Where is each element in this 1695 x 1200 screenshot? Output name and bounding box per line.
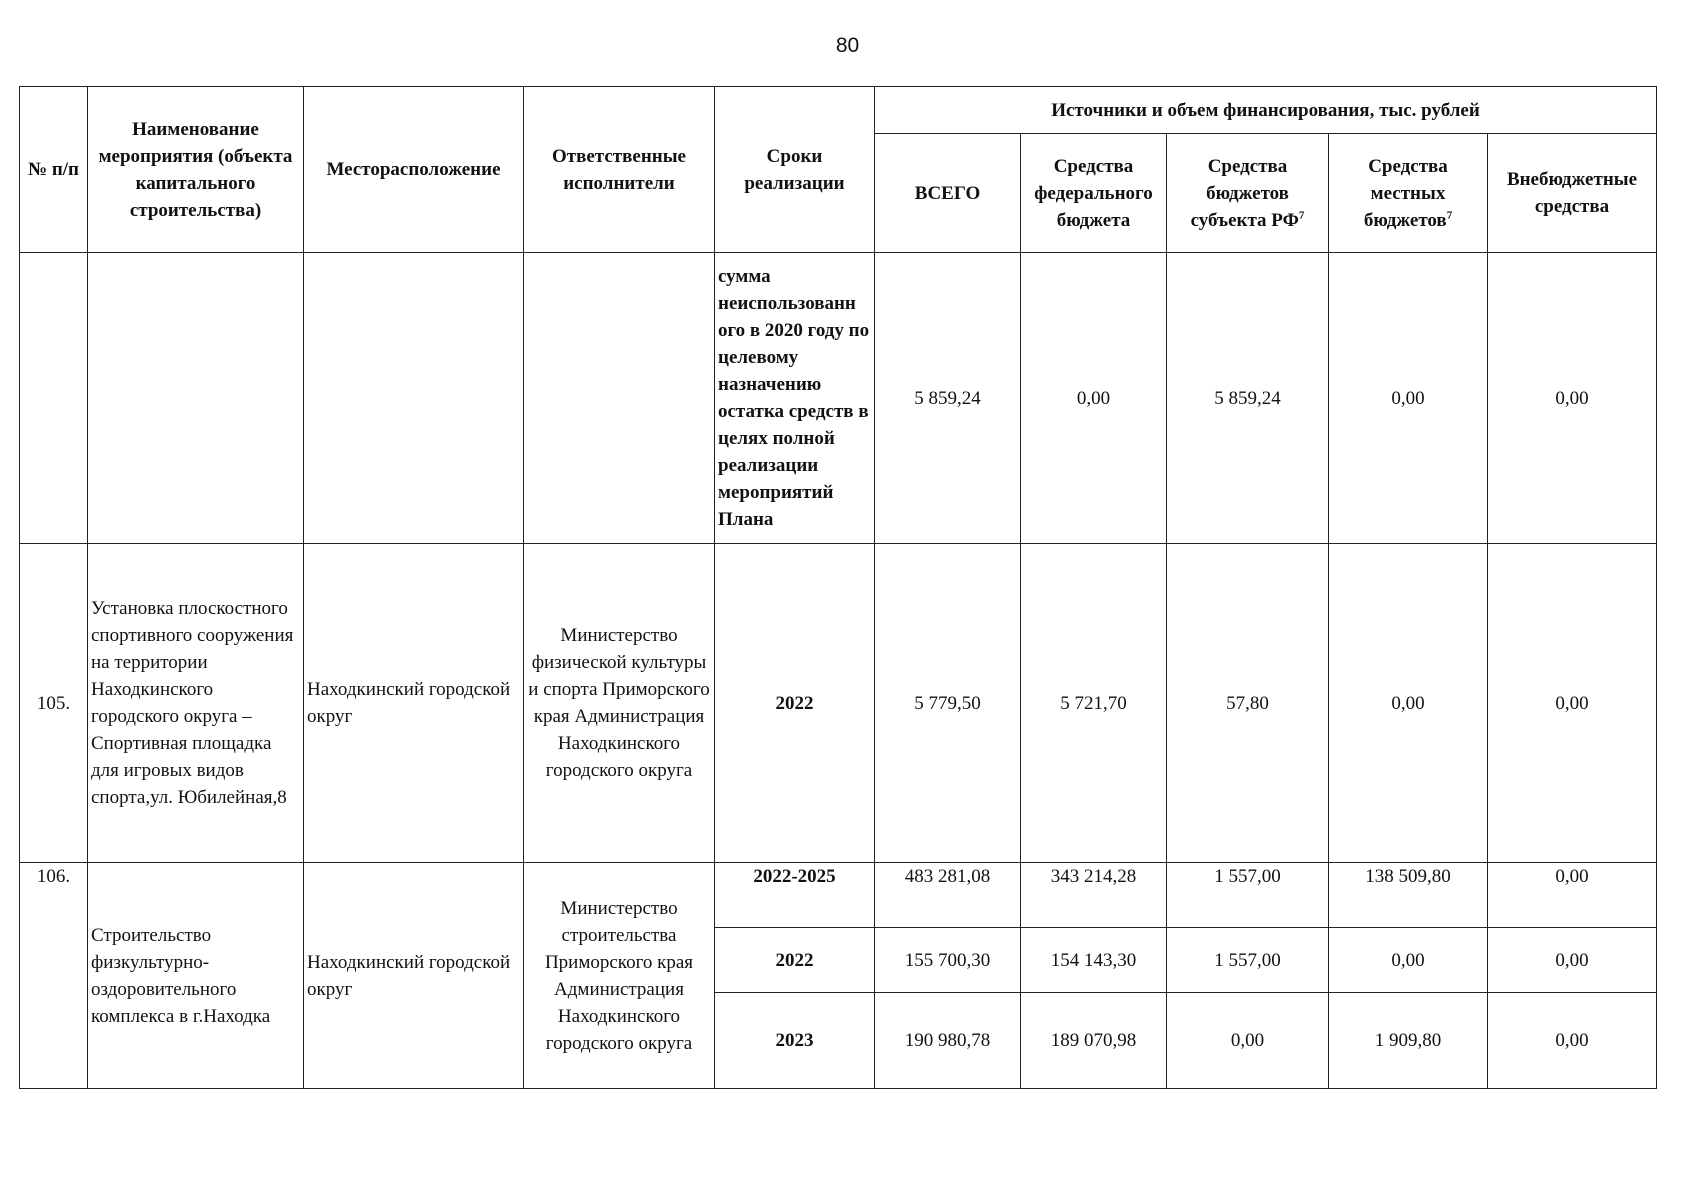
table-row (20, 544, 1657, 863)
cell-total: 190 980,78 (875, 993, 1021, 1089)
cell-extra: 0,00 (1488, 544, 1657, 863)
cell-period: 2022-2025 (715, 863, 875, 928)
cell-federal: 189 070,98 (1021, 993, 1167, 1089)
header-period: Сроки реализации (715, 87, 875, 253)
cell-total: 483 281,08 (875, 863, 1021, 928)
footnote-ref: 7 (1298, 209, 1305, 222)
cell-total: 5 859,24 (875, 253, 1021, 544)
header-regional (1167, 134, 1329, 253)
cell-num: 106. (20, 863, 88, 1089)
table-row (20, 253, 1657, 544)
cell-period: 2022 (715, 544, 875, 863)
cell-federal: 0,00 (1021, 253, 1167, 544)
cell-num (20, 253, 88, 544)
cell-local: 0,00 (1329, 544, 1488, 863)
header-funding-group: Источники и объем финансирования, тыс. рублей (875, 87, 1657, 134)
cell-total: 155 700,30 (875, 928, 1021, 993)
header-regional-text: Средства бюджетов субъекта РФ (1190, 155, 1299, 231)
page-number: 80 (835, 34, 860, 57)
cell-name: Строительство физкультурно-оздоровительного комплекса в г.Находка (88, 863, 304, 1089)
header-row-top (20, 87, 1657, 134)
cell-name (88, 253, 304, 544)
header-local (1329, 134, 1488, 253)
cell-federal: 343 214,28 (1021, 863, 1167, 928)
cell-extra: 0,00 (1488, 863, 1657, 928)
cell-local: 1 909,80 (1329, 993, 1488, 1089)
cell-extra: 0,00 (1488, 928, 1657, 993)
cell-extra: 0,00 (1488, 993, 1657, 1089)
cell-local: 0,00 (1329, 928, 1488, 993)
footnote-ref: 7 (1446, 209, 1453, 222)
cell-regional: 1 557,00 (1167, 928, 1329, 993)
header-responsible: Ответственные исполнители (524, 87, 715, 253)
financing-table (19, 86, 1657, 1089)
header-name: Наименование мероприятия (объекта капитального строительства) (88, 87, 304, 253)
cell-period: 2023 (715, 993, 875, 1089)
cell-regional: 0,00 (1167, 993, 1329, 1089)
cell-regional: 57,80 (1167, 544, 1329, 863)
header-extra: Внебюджетные средства (1488, 134, 1657, 253)
cell-extra: 0,00 (1488, 253, 1657, 544)
header-federal: Средства федерального бюджета (1021, 134, 1167, 253)
table-row (20, 863, 1657, 928)
cell-regional: 1 557,00 (1167, 863, 1329, 928)
cell-regional: 5 859,24 (1167, 253, 1329, 544)
cell-responsible: Министерство физической культуры и спорта Приморского края Администрация Находкинского городского округа (524, 544, 715, 863)
cell-location: Находкинский городской округ (304, 863, 524, 1089)
cell-location: Находкинский городской округ (304, 544, 524, 863)
header-location: Месторасположение (304, 87, 524, 253)
cell-federal: 154 143,30 (1021, 928, 1167, 993)
cell-num: 105. (20, 544, 88, 863)
cell-period: 2022 (715, 928, 875, 993)
cell-federal: 5 721,70 (1021, 544, 1167, 863)
cell-total: 5 779,50 (875, 544, 1021, 863)
cell-location (304, 253, 524, 544)
header-num: № п/п (20, 87, 88, 253)
cell-responsible: Министерство строительства Приморского края Администрация Находкинского городского округа (524, 863, 715, 1089)
cell-period: сумма неиспользованн ого в 2020 году по целевому назначению остатка средств в целях полной реализации мероприятий Плана (715, 253, 875, 544)
cell-responsible (524, 253, 715, 544)
header-total: ВСЕГО (875, 134, 1021, 253)
cell-local: 138 509,80 (1329, 863, 1488, 928)
header-local-text: Средства местных бюджетов (1363, 155, 1448, 231)
cell-name: Установка плоскостного спортивного сооружения на территории Находкинского городского округа – Спортивная площадка для игровых видов спорта,ул. Юбилейная,8 (88, 544, 304, 863)
cell-local: 0,00 (1329, 253, 1488, 544)
